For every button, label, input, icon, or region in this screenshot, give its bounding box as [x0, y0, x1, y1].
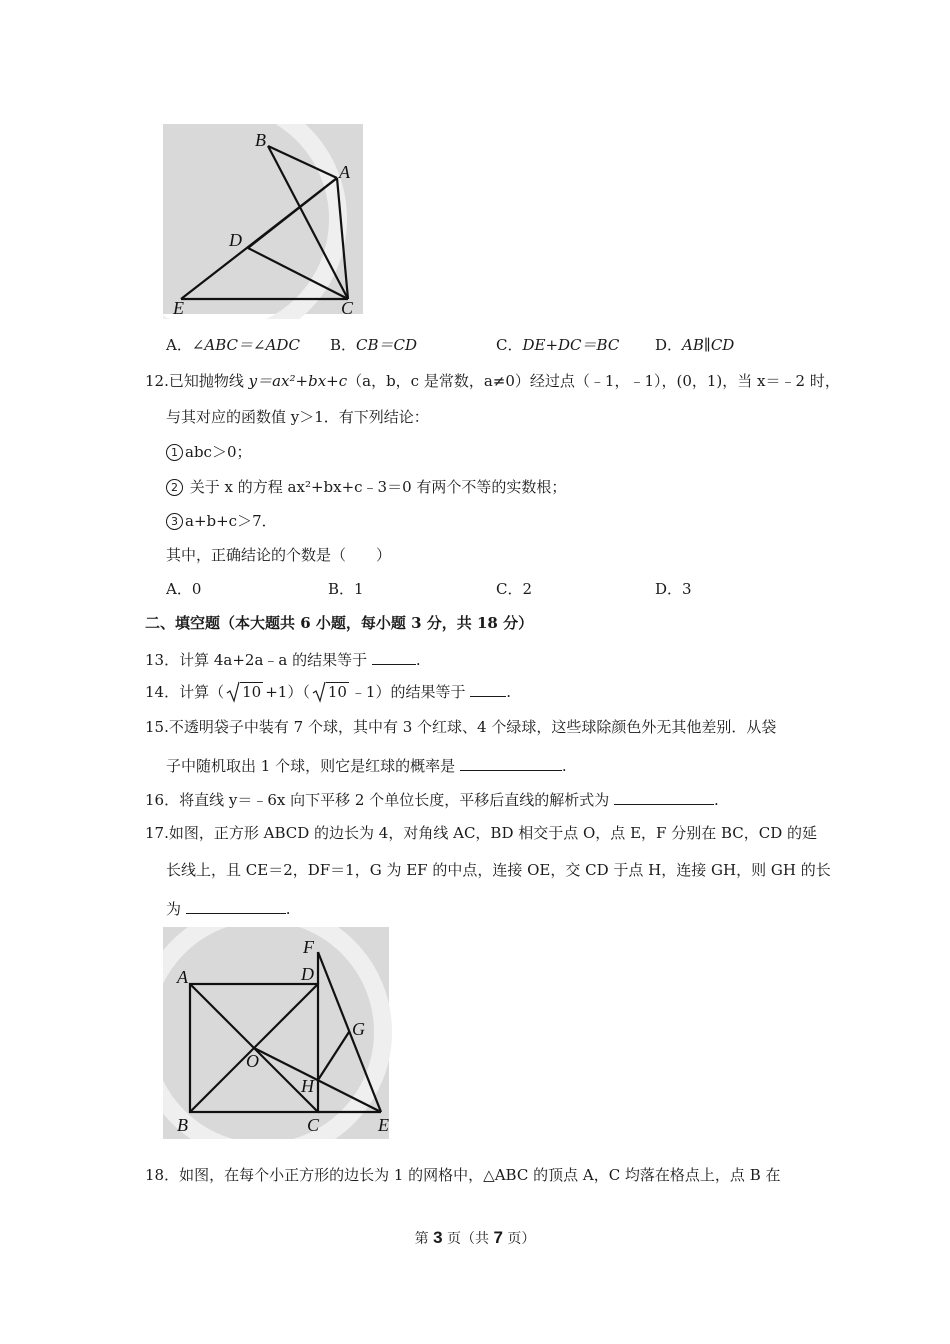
- q15-text: 不透明袋子中装有 7 个球，其中有 3 个红球、4 个绿球，这些球除颜色外无其他差别．从袋: [168, 718, 777, 736]
- q14-text: ﹣1）的结果等于: [350, 683, 466, 701]
- page-number: 3: [433, 1228, 443, 1247]
- answer-blank[interactable]: [372, 648, 416, 665]
- sqrt-10-b: [312, 682, 349, 702]
- option-text: 0: [191, 580, 202, 598]
- q13-end: .: [415, 651, 421, 669]
- answer-blank[interactable]: [460, 754, 562, 771]
- label-f: F: [303, 937, 314, 957]
- q15-line1: [145, 717, 776, 737]
- q11-figure: [163, 124, 363, 319]
- option-key: A．: [166, 580, 192, 598]
- label-e: E: [378, 1115, 389, 1135]
- q17-line1: [145, 823, 817, 843]
- label-d: D: [229, 230, 242, 250]
- label-g: G: [352, 1019, 365, 1039]
- q12-option-c: [496, 579, 532, 599]
- answer-blank[interactable]: [614, 788, 714, 805]
- q17-text: 如图，正方形 ABCD 的边长为 4，对角线 AC，BD 相交于点 O，点 E，F 分别在 BC，CD 的延: [168, 824, 818, 842]
- q17-end: .: [285, 900, 291, 918]
- label-c: C: [307, 1115, 320, 1135]
- radicand: 10: [327, 683, 347, 701]
- q12-line1: [145, 371, 840, 391]
- option-text: 2: [522, 580, 533, 598]
- q12-option-a: [166, 579, 201, 599]
- option-key: D．: [655, 580, 683, 598]
- question-number: 14．: [145, 683, 180, 701]
- conclusion-text: 关于 x 的方程 ax²+bx+c﹣3＝0 有两个不等的实数根；: [189, 478, 567, 496]
- option-text: CB＝CD: [356, 336, 418, 354]
- footer-text: 页（共: [442, 1231, 494, 1247]
- q12-option-b: [328, 579, 364, 599]
- answer-blank[interactable]: [470, 680, 506, 697]
- question-number: 13．: [145, 651, 180, 669]
- circled-number: 1: [166, 444, 183, 461]
- question-number: 17.: [145, 824, 169, 842]
- q11-option-b: [330, 335, 417, 355]
- q15-line2: [166, 754, 567, 776]
- q12-conclusion-2: [166, 477, 566, 497]
- q14-end: .: [506, 683, 512, 701]
- total-pages: 7: [493, 1228, 503, 1247]
- q13: [145, 648, 421, 670]
- section-title: 二、填空题（本大题共 6 小题，每小题 3 分，共 18 分）: [145, 614, 534, 632]
- answer-blank[interactable]: [186, 897, 286, 914]
- option-key: A．: [166, 336, 192, 354]
- q12-text: （a，b，c 是常数，a≠0）经过点（﹣1，﹣1），(0，1)，当 x＝﹣2 时，: [347, 372, 840, 390]
- question-number: 16．: [145, 791, 180, 809]
- footer-text: 第: [414, 1231, 434, 1247]
- q18: [145, 1165, 781, 1185]
- option-key: C．: [496, 580, 523, 598]
- q14: [145, 680, 511, 702]
- conclusion-text: abc＞0；: [185, 443, 252, 461]
- q12-conclusion-3: [166, 511, 277, 531]
- label-a: A: [177, 967, 188, 987]
- q12-conclusion-1: [166, 442, 252, 462]
- q11-option-c: [496, 335, 619, 355]
- option-text: DE+DC＝BC: [522, 336, 620, 354]
- question-number: 12.: [145, 372, 169, 390]
- q15-text: 子中随机取出 1 个球，则它是红球的概率是: [166, 757, 456, 775]
- label-b: B: [177, 1115, 188, 1135]
- q17-line3: [166, 897, 291, 919]
- option-text: 3: [682, 580, 692, 598]
- label-c: C: [341, 298, 354, 318]
- q16-text: 将直线 y＝﹣6x 向下平移 2 个单位长度，平移后直线的解析式为: [179, 791, 610, 809]
- option-text: AB∥CD: [682, 336, 735, 354]
- q16-end: .: [713, 791, 719, 809]
- circled-number: 2: [166, 479, 183, 496]
- label-o: O: [246, 1051, 259, 1071]
- sqrt-10-a: [226, 682, 263, 702]
- label-e: E: [173, 298, 184, 318]
- q12-text: 已知抛物线: [168, 372, 249, 390]
- q12-line2: 与其对应的函数值 y＞1．有下列结论：: [166, 408, 429, 426]
- option-text: 1: [354, 580, 364, 598]
- circled-number: 3: [166, 513, 183, 530]
- q11-option-d: [655, 335, 734, 355]
- option-key: B．: [328, 580, 355, 598]
- q15-end: .: [561, 757, 567, 775]
- label-h: H: [301, 1076, 314, 1096]
- label-d: D: [301, 964, 314, 984]
- option-key: B．: [330, 336, 357, 354]
- page-footer: [0, 1228, 950, 1248]
- q12-equation: y＝ax²+bx+c: [248, 372, 348, 390]
- q12-question: 其中，正确结论的个数是（ ）: [166, 546, 392, 564]
- q16: [145, 788, 719, 810]
- q18-text: 如图，在每个小正方形的边长为 1 的网格中，△ABC 的顶点 A，C 均落在格点上，点 B 在: [179, 1166, 781, 1184]
- label-a: A: [339, 162, 350, 182]
- q17-figure: [163, 927, 403, 1139]
- q13-text: 计算 4a+2a﹣a 的结果等于: [179, 651, 368, 669]
- question-number: 15.: [145, 718, 169, 736]
- conclusion-text: a+b+c＞7．: [185, 512, 277, 530]
- footer-text: 页）: [502, 1231, 536, 1247]
- q11-option-a: [166, 335, 300, 355]
- option-key: C．: [496, 336, 523, 354]
- q14-text: +1）（: [265, 683, 310, 701]
- q17-line2: 长线上，且 CE＝2，DF＝1，G 为 EF 的中点，连接 OE，交 CD 于点 H，连接 GH，则 GH 的长: [166, 861, 831, 879]
- option-key: D．: [655, 336, 683, 354]
- q17-text: 为: [166, 900, 182, 918]
- option-text: ∠ABC＝∠ADC: [191, 336, 300, 354]
- label-b: B: [255, 130, 266, 150]
- question-number: 18．: [145, 1166, 180, 1184]
- radicand: 10: [242, 683, 262, 701]
- q12-option-d: [655, 579, 692, 599]
- q14-text: 计算（: [179, 683, 225, 701]
